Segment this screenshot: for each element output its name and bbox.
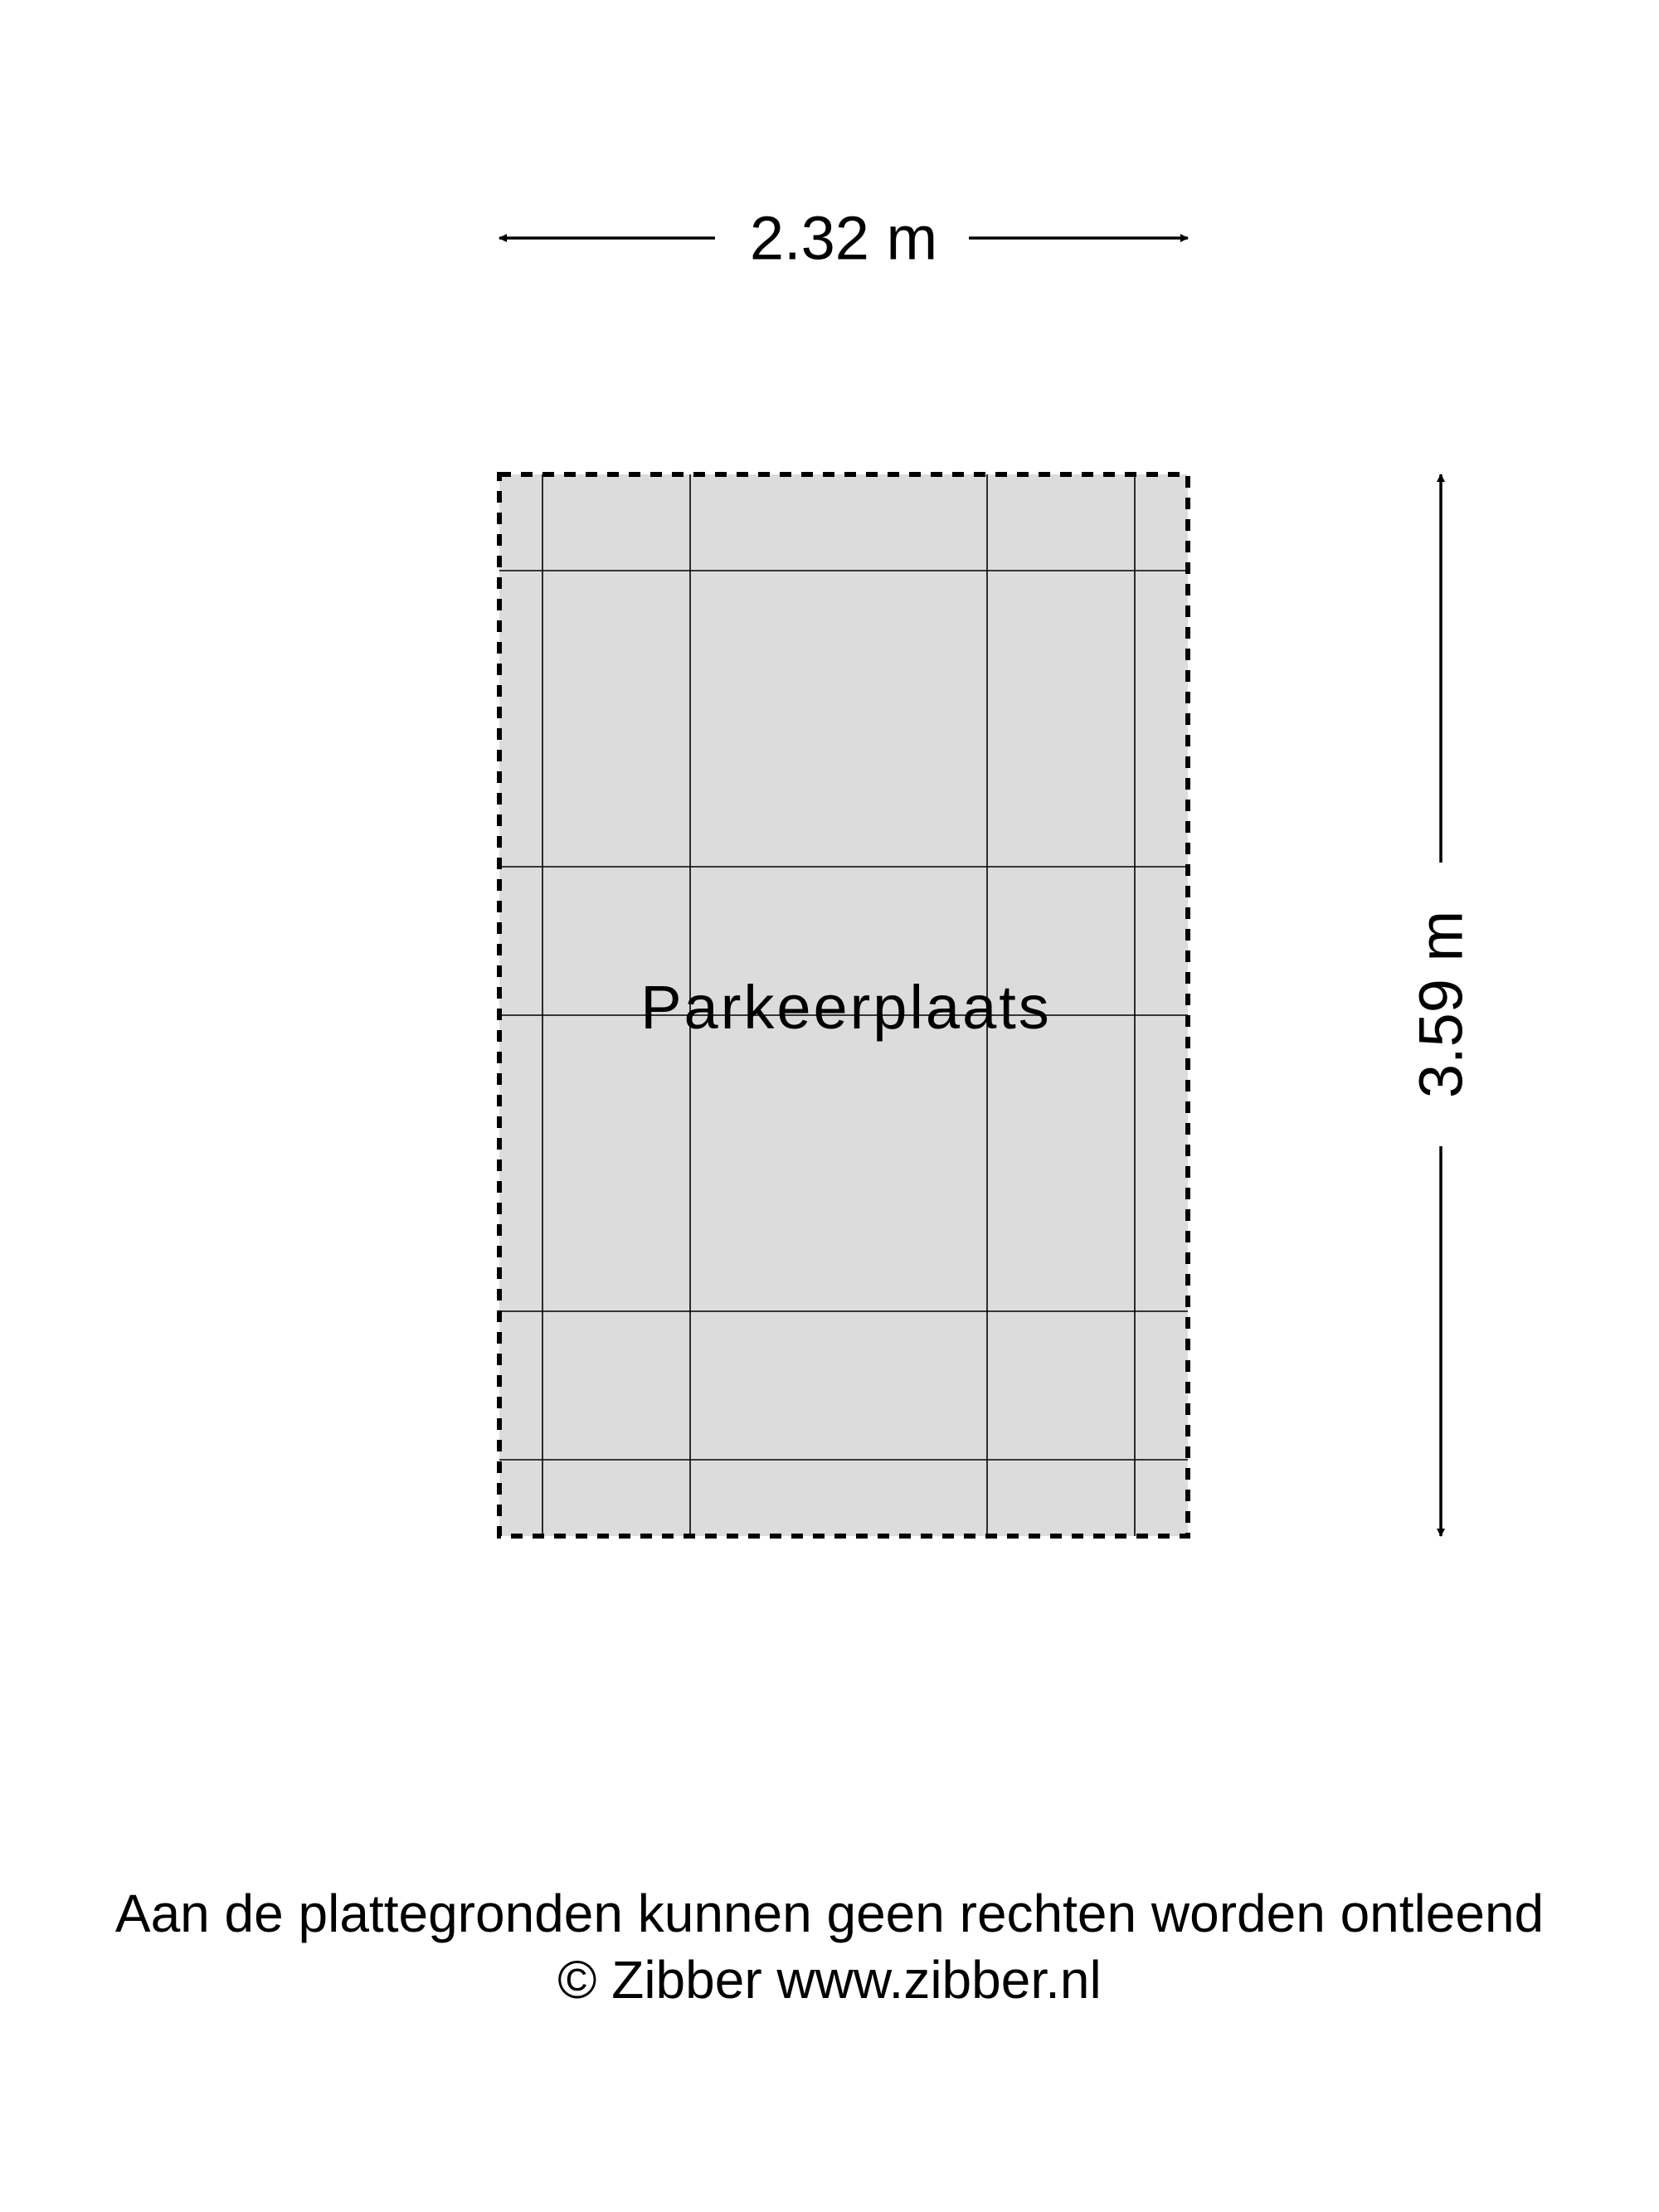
copyright-text: © Zibber www.zibber.nl: [557, 1950, 1102, 2010]
width-dimension-label: 2.32 m: [749, 203, 938, 273]
room-label: Parkeerplaats: [640, 973, 1052, 1042]
width-dimension: [499, 204, 1188, 273]
height-dimension-label: 3.59 m: [1406, 910, 1476, 1099]
disclaimer-text: Aan de plattegronden kunnen geen rechten worden ontleend: [114, 1884, 1545, 1943]
height-dimension: [1407, 474, 1476, 1536]
